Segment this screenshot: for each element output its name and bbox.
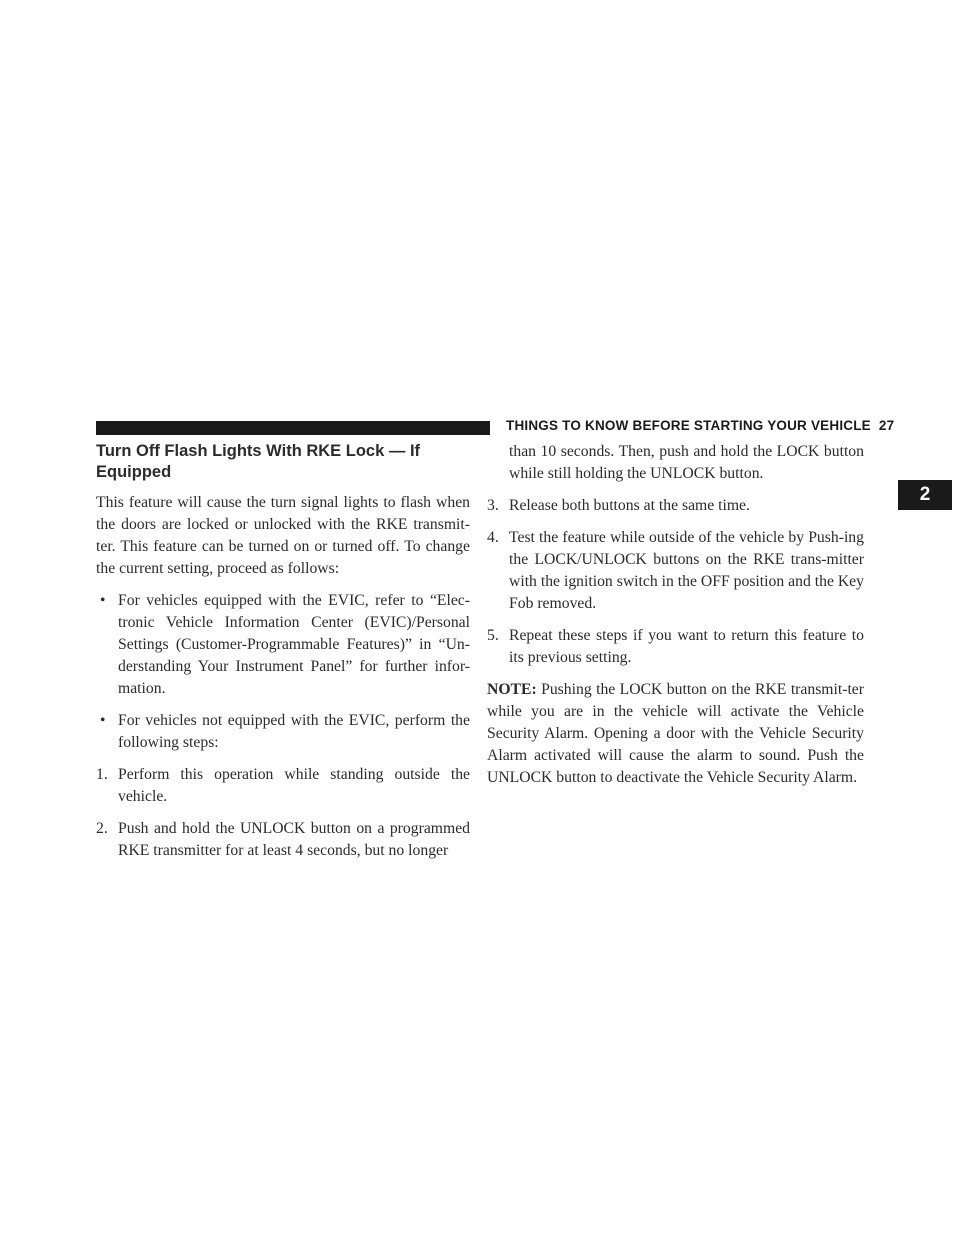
step-2-continued: than 10 seconds. Then, push and hold the LOCK button while still holding the UNLOCK button.	[509, 443, 864, 482]
bullet-text: For vehicles equipped with the EVIC, refer to “Elec-tronic Vehicle Information Center (EVIC)/Personal Settings (Customer-Programmable Features)” in “Un-derstanding Your Instrument Panel” for further infor-mation.	[118, 592, 470, 697]
step-item-3	[487, 495, 864, 517]
running-header	[506, 418, 895, 433]
step-number: 1.	[96, 766, 108, 783]
section-heading: Turn Off Flash Lights With RKE Lock — If Equipped	[96, 442, 421, 481]
step-item-4	[487, 527, 864, 615]
step-number: 2.	[96, 820, 108, 837]
header-section-title: THINGS TO KNOW BEFORE STARTING YOUR VEHICLE	[506, 418, 871, 433]
note-label: NOTE:	[487, 681, 537, 698]
step-item-2	[96, 818, 470, 862]
bullet-marker: •	[100, 712, 106, 729]
bullet-text: For vehicles not equipped with the EVIC, perform the following steps:	[118, 712, 470, 751]
note-paragraph	[487, 679, 864, 789]
bullet-marker: •	[100, 592, 106, 609]
header-rule	[96, 421, 490, 435]
step-text: Test the feature while outside of the vehicle by Push-ing the LOCK/UNLOCK buttons on the RKE trans-mitter with the ignition switch in the OFF position and the Key Fob removed.	[509, 529, 864, 612]
left-column	[96, 441, 470, 872]
step-item-5	[487, 625, 864, 669]
step-text: Repeat these steps if you want to return this feature to its previous setting.	[509, 627, 864, 666]
page-number: 27	[878, 418, 895, 433]
chapter-tab: 2	[898, 480, 952, 510]
step-number: 5.	[487, 627, 499, 644]
step-number: 3.	[487, 497, 499, 514]
right-column	[487, 441, 864, 799]
note-text: Pushing the LOCK button on the RKE transmit-ter while you are in the vehicle will activate the Vehicle Security Alarm. Opening a door with the Vehicle Security Alarm activated will cause the alarm to sound. Push the UNLOCK button to deactivate the Vehicle Security Alarm.	[487, 681, 864, 786]
step-text: Release both buttons at the same time.	[509, 497, 750, 514]
bullet-item-no-evic	[96, 710, 470, 754]
step-number: 4.	[487, 529, 499, 546]
intro-paragraph: This feature will cause the turn signal lights to flash when the doors are locked or unlocked with the RKE transmit-ter. This feature can be turned on or turned off. To change the current setting, proceed as follows:	[96, 494, 470, 577]
step-item-1	[96, 764, 470, 808]
step-text: Push and hold the UNLOCK button on a programmed RKE transmitter for at least 4 seconds, but no longer	[118, 820, 470, 859]
step-text: Perform this operation while standing outside the vehicle.	[118, 766, 470, 805]
bullet-item-evic	[96, 590, 470, 700]
